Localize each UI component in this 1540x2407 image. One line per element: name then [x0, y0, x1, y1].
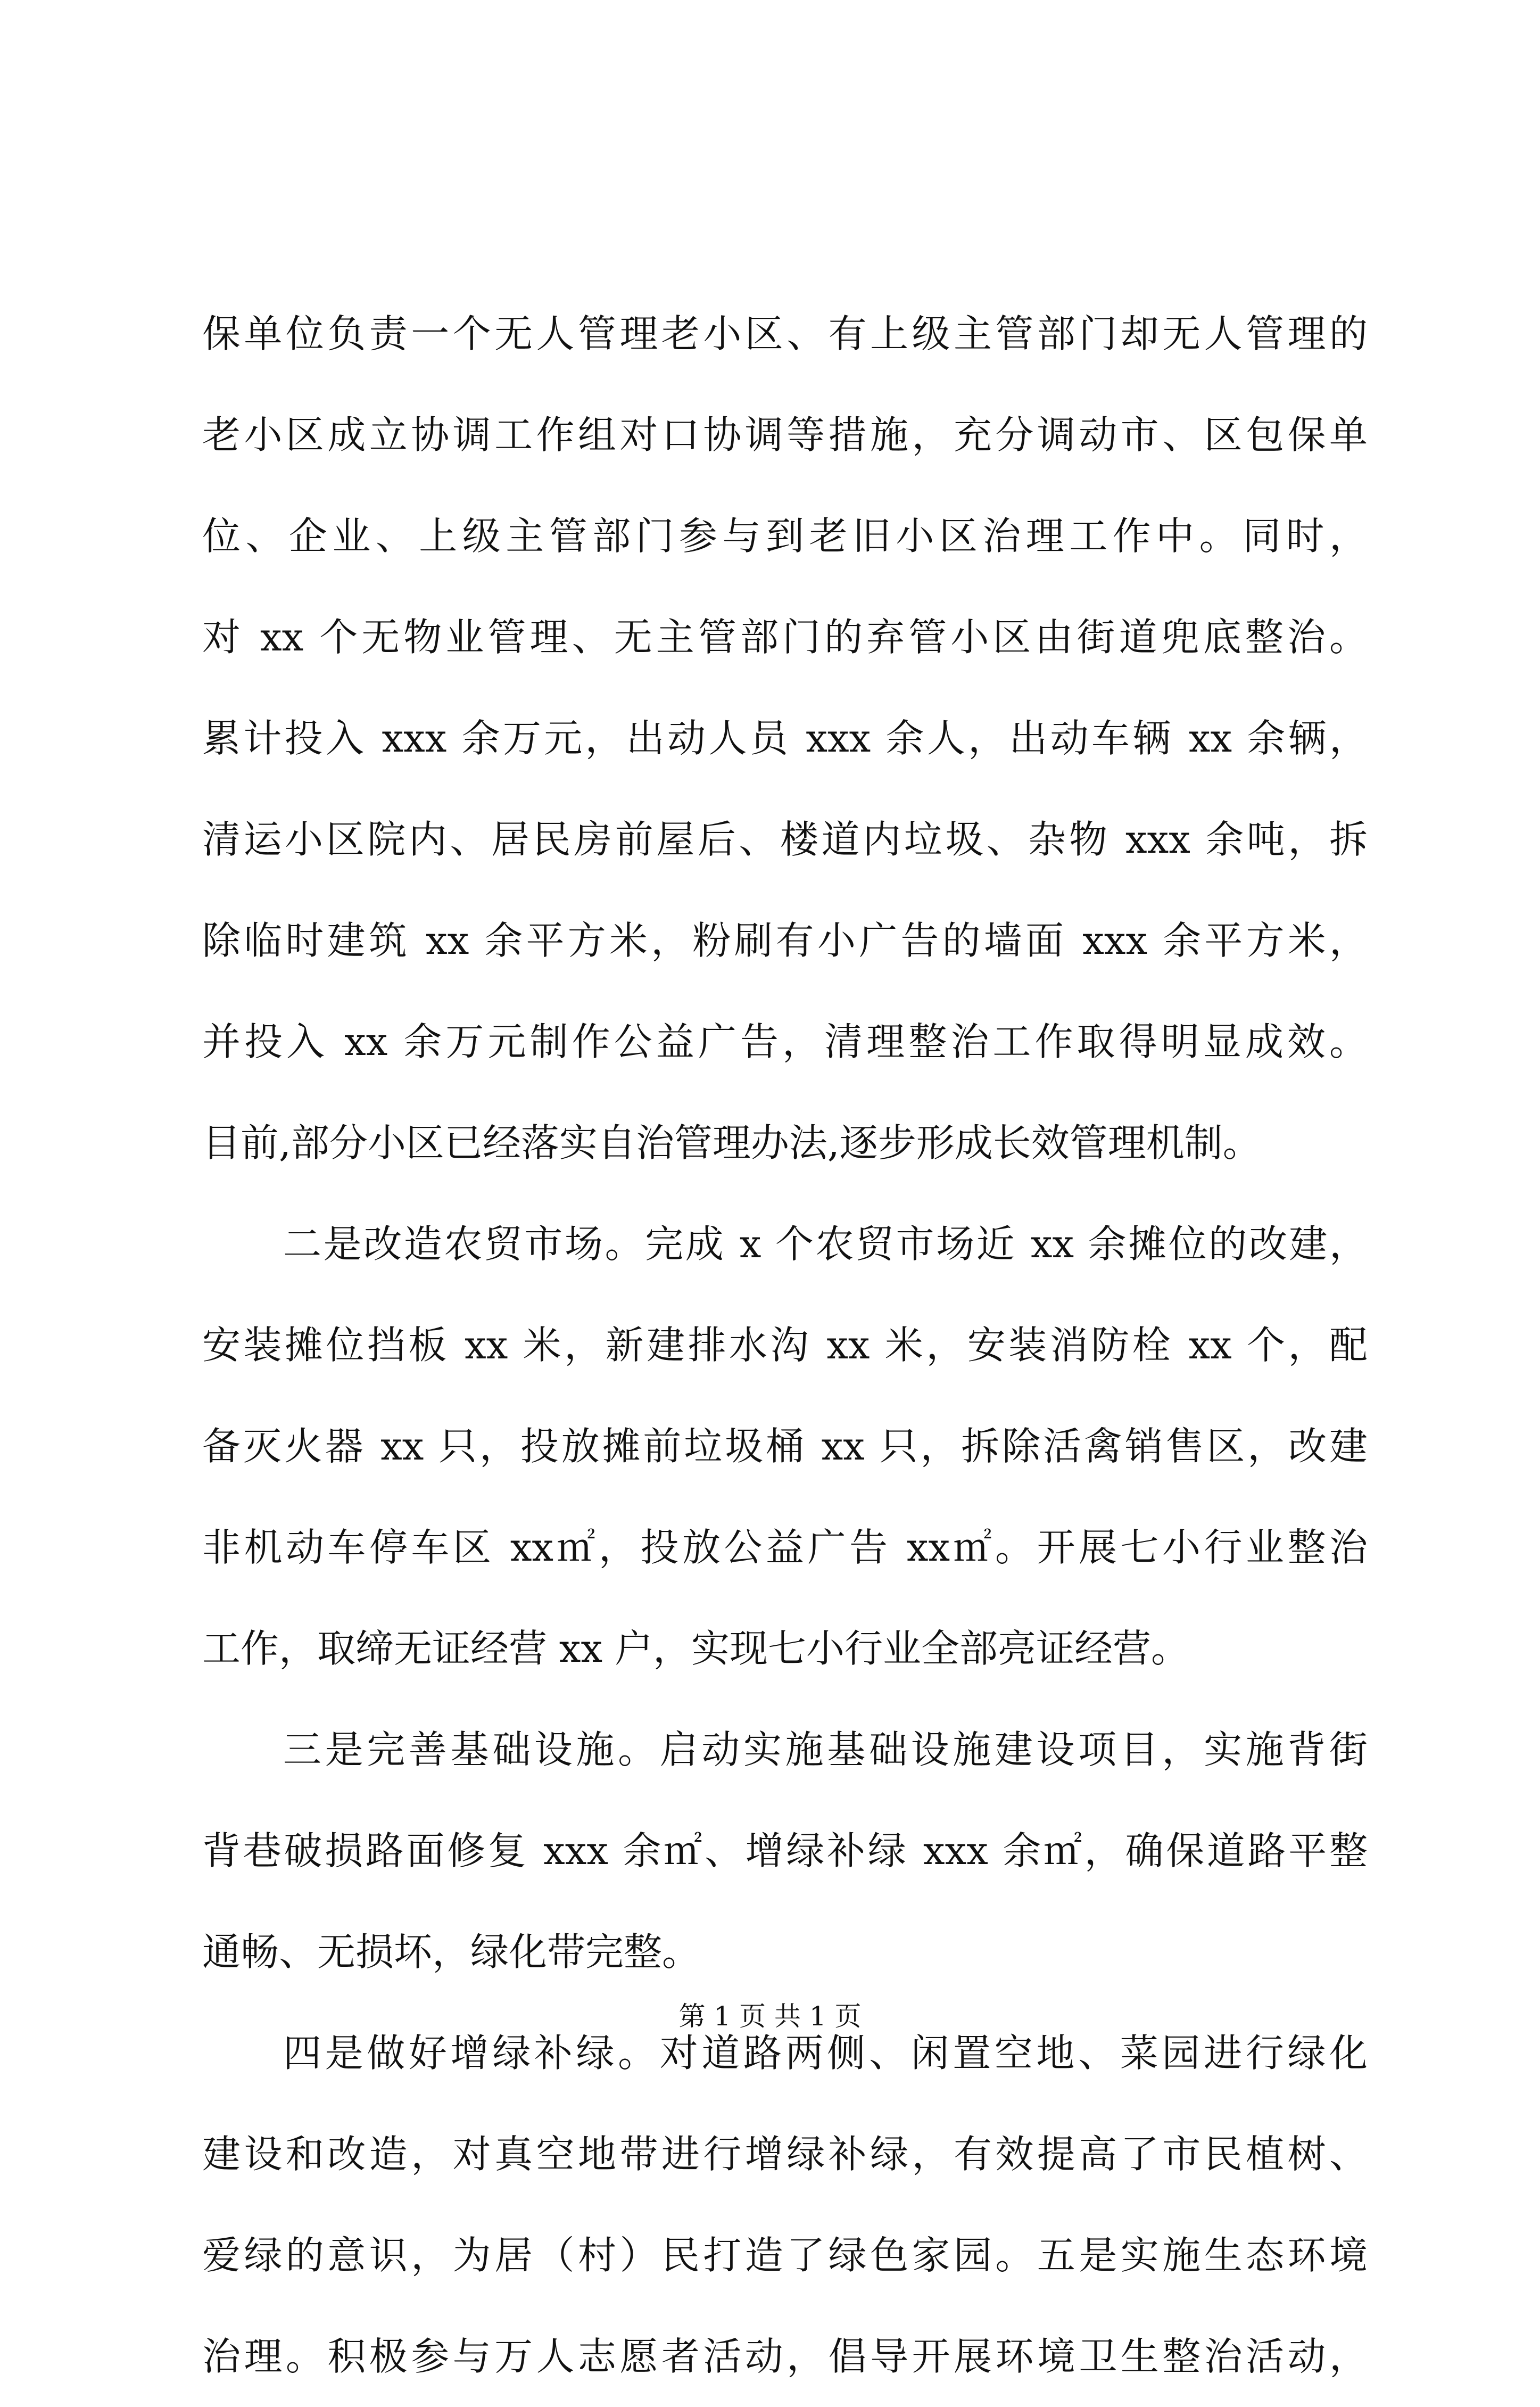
- text-line: 非机动车停车区 xx㎡，投放公益广告 xx㎡。开展七小行业整治: [202, 1525, 1368, 1570]
- text-line: 对 xx 个无物业管理、无主管部门的弃管小区由街道兜底整治。: [202, 615, 1368, 660]
- paragraph-start-line: 二是改造农贸市场。完成 x 个农贸市场近 xx 余摊位的改建，: [283, 1222, 1368, 1266]
- text-line: 老小区成立协调工作组对口协调等措施，充分调动市、区包保单: [202, 413, 1368, 457]
- body-text: [202, 283, 1368, 2407]
- text-line: 治理。积极参与万人志愿者活动，倡导开展环境卫生整治活动，: [202, 2334, 1368, 2379]
- text-line: 工作，取缔无证经营 xx 户，实现七小行业全部亮证经营。: [202, 1626, 1189, 1671]
- text-line: 除临时建筑 xx 余平方米，粉刷有小广告的墙面 xxx 余平方米，: [202, 918, 1368, 963]
- text-line: 位、企业、上级主管部门参与到老旧小区治理工作中。同时，: [202, 514, 1368, 558]
- text-line: 累计投入 xxx 余万元，出动人员 xxx 余人，出动车辆 xx 余辆，: [202, 716, 1368, 761]
- text-line: 通畅、无损坏，绿化带完整。: [202, 1930, 701, 1974]
- paragraph-start-line: 三是完善基础设施。启动实施基础设施建设项目，实施背街: [283, 1727, 1368, 1772]
- text-line: 并投入 xx 余万元制作公益广告，清理整治工作取得明显成效。: [202, 1019, 1368, 1064]
- text-line: 备灭火器 xx 只，投放摊前垃圾桶 xx 只，拆除活禽销售区，改建: [202, 1424, 1368, 1469]
- text-line: 清运小区院内、居民房前屋后、楼道内垃圾、杂物 xxx 余吨，拆: [202, 817, 1368, 862]
- text-line: 背巷破损路面修复 xxx 余㎡、增绿补绿 xxx 余㎡，确保道路平整: [202, 1828, 1368, 1873]
- text-line: 安装摊位挡板 xx 米，新建排水沟 xx 米，安装消防栓 xx 个，配: [202, 1323, 1368, 1367]
- text-line: 爱绿的意识，为居（村）民打造了绿色家园。五是实施生态环境: [202, 2233, 1368, 2278]
- text-line: 建设和改造，对真空地带进行增绿补绿，有效提高了市民植树、: [202, 2132, 1368, 2177]
- text-line: 目前,部分小区已经落实自治管理办法,逐步形成长效管理机制。: [202, 1120, 1261, 1165]
- page-footer: 第 1 页 共 1 页: [678, 2001, 862, 2032]
- text-line: 保单位负责一个无人管理老小区、有上级主管部门却无人管理的: [202, 311, 1368, 356]
- paragraph-start-line: 四是做好增绿补绿。对道路两侧、闲置空地、菜园进行绿化: [283, 2031, 1368, 2075]
